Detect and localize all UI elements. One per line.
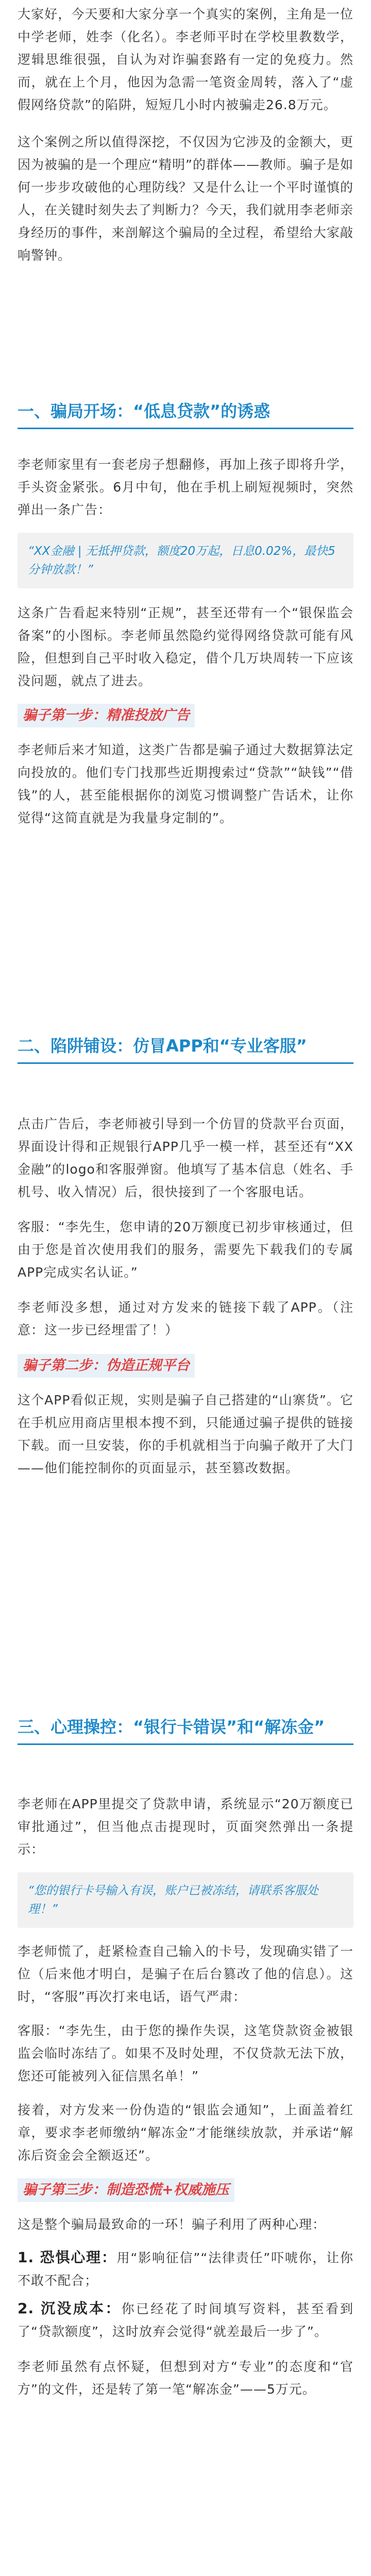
psychology-item-1: [18, 2246, 353, 2292]
item-text: 用“影响征信”“法律责任”吓唬你，让你不敢不配合；: [18, 2250, 353, 2288]
psychology-item-2: [18, 2297, 353, 2343]
heading-underline: [18, 1743, 353, 1745]
ad-quote-text: “XX金融 | 无抵押贷款，额度20万起，日息0.02%，最快5分钟放款！”: [28, 545, 335, 577]
step-tag: [18, 2178, 234, 2202]
step-tag-block: [18, 2178, 353, 2202]
section-1-paragraph-2: 这条广告看起来特别“正规”，甚至还带有一个“银保监会备案”的小图标。李老师虽然隐约觉得网络贷款可能有风险，但想到自己平时收入稳定，借个几万块周转一下应该没问题，就点了进去。: [18, 605, 353, 688]
alert-quote-box: [18, 1872, 353, 1928]
step-tag: [18, 704, 195, 727]
alert-quote-text: “您的银行卡号输入有误，账户已被冻结，请联系客服处理！”: [28, 1884, 318, 1916]
section-3-paragraph-3: 接着，对方发来一份伪造的“银监会通知”，上面盖着红章，要求李老师缴纳“解冻金”才能继续放款，并承诺“解冻后资金会全额返还”。: [18, 2103, 353, 2163]
section-1-heading-block: [18, 400, 353, 429]
section-3-body: [18, 1793, 353, 2401]
section-3-heading: 三、心理操控：“银行卡错误”和“解冻金”: [18, 1717, 325, 1737]
section-3-paragraph-4: 这是整个骗局最致命的一环！骗子利用了两种心理：: [18, 2217, 326, 2232]
step-tag-text: 骗子第一步：精准投放广告: [23, 707, 190, 723]
section-3-paragraph-2: 李老师慌了，赶紧检查自己输入的卡号，发现确实错了一位（后来他才明白，是骗子在后台篡改了他的信息）。这时，“客服”再次打来电话，语气严肃：: [18, 1944, 353, 2004]
section-3-paragraph-1: 李老师在APP里提交了贷款申请，系统显示“20万额度已审批通过”，但当他点击提现时，页面突然弹出一条提示：: [18, 1797, 353, 1857]
section-2-paragraph-1: 点击广告后，李老师被引导到一个仿冒的贷款平台页面，界面设计得和正规银行APP几乎一模一样，甚至还有“XX金融”的logo和客服弹窗。他填写了基本信息（姓名、手机号、收入情况）后，很快接到了一个客服电话。: [18, 1116, 353, 1199]
heading-underline: [18, 428, 353, 429]
heading-underline: [18, 1062, 353, 1064]
section-2-quote-1: 客服：“李先生，您申请的20万额度已初步审核通过，但由于您是首次使用我们的服务，需要先下载我们的专属APP完成实名认证。”: [18, 1219, 353, 1280]
section-1-heading: 一、骗局开场：“低息贷款”的诱惑: [18, 401, 271, 421]
step-tag-block: [18, 704, 353, 727]
item-text: 你已经花了时间填写资料，甚至看到了“贷款额度”，这时放弃会觉得“就差最后一步了”。: [18, 2301, 353, 2339]
section-3-quote-1: 客服：“李先生，由于您的操作失误，这笔贷款资金被银监会临时冻结了。如果不及时处理，不仅贷款无法下放，您还可能被列入征信黑名单！”: [18, 2023, 353, 2083]
section-3-heading-block: [18, 1716, 353, 1745]
section-2-paragraph-2: 李老师没多想，通过对方发来的链接下载了APP。（注意：这一步已经埋雷了！）: [18, 1300, 353, 1337]
item-lead: 2. 沉没成本：: [18, 2300, 122, 2317]
section-2-paragraph-3: 这个APP看似正规，实则是骗子自己搭建的“山寨货”。它在手机应用商店里根本搜不到，只能通过骗子提供的链接下载。而一旦安装，你的手机就相当于向骗子敞开了大门——他们能控制你的页面显示，甚至篡改数据。: [18, 1393, 353, 1476]
intro: [18, 3, 353, 267]
section-1-body: [18, 453, 353, 829]
step-tag-text: 骗子第三步：制造恐慌+权威施压: [23, 2182, 229, 2198]
section-2-heading: 二、陷阱铺设：仿冒APP和“专业客服”: [18, 1036, 307, 1056]
section-2-body: [18, 1113, 353, 1480]
section-1-paragraph-3: 李老师后来才知道，这类广告都是骗子通过大数据算法定向投放的。他们专门找那些近期搜索过“贷款”“缺钱”“借钱”的人，甚至能根据你的浏览习惯调整广告话术，让你觉得“这简直就是为我量身定制的”。: [18, 742, 353, 825]
section-3-paragraph-5: 李老师虽然有点怀疑，但想到对方“专业”的态度和“官方”的文件，还是转了第一笔“解冻金”——5万元。: [18, 2359, 353, 2397]
intro-paragraph-2: 这个案例之所以值得深挖，不仅因为它涉及的金额大，更因为被骗的是一个理应“精明”的群体——教师。骗子是如何一步步攻破他的心理防线？又是什么让一个平时谨慎的人，在关键时刻失去了判断力？今天，我们就用李老师亲身经历的事件，来剖解这个骗局的全过程，希望给大家敲响警钟。: [18, 134, 353, 263]
step-tag-block: [18, 1354, 353, 1378]
section-1-paragraph-1: 李老师家里有一套老房子想翻修，再加上孩子即将升学，手头资金紧张。6月中旬，他在手机上刷短视频时，突然弹出一条广告：: [18, 457, 353, 517]
step-tag: [18, 1354, 195, 1378]
ad-quote-box: [18, 533, 353, 588]
section-2-heading-block: [18, 1035, 353, 1064]
intro-paragraph-1: 大家好，今天要和大家分享一个真实的案例，主角是一位中学老师，姓李（化名）。李老师平时在学校里教数学，逻辑思维很强，自认为对诈骗套路有一定的免疫力。然而，就在上个月，他因为急需一笔资金周转，落入了“虚假网络贷款”的陷阱，短短几小时内被骗走26.8万元。: [18, 7, 353, 112]
step-tag-text: 骗子第二步：伪造正规平台: [23, 1358, 190, 1374]
item-lead: 1. 恐惧心理：: [18, 2249, 117, 2266]
